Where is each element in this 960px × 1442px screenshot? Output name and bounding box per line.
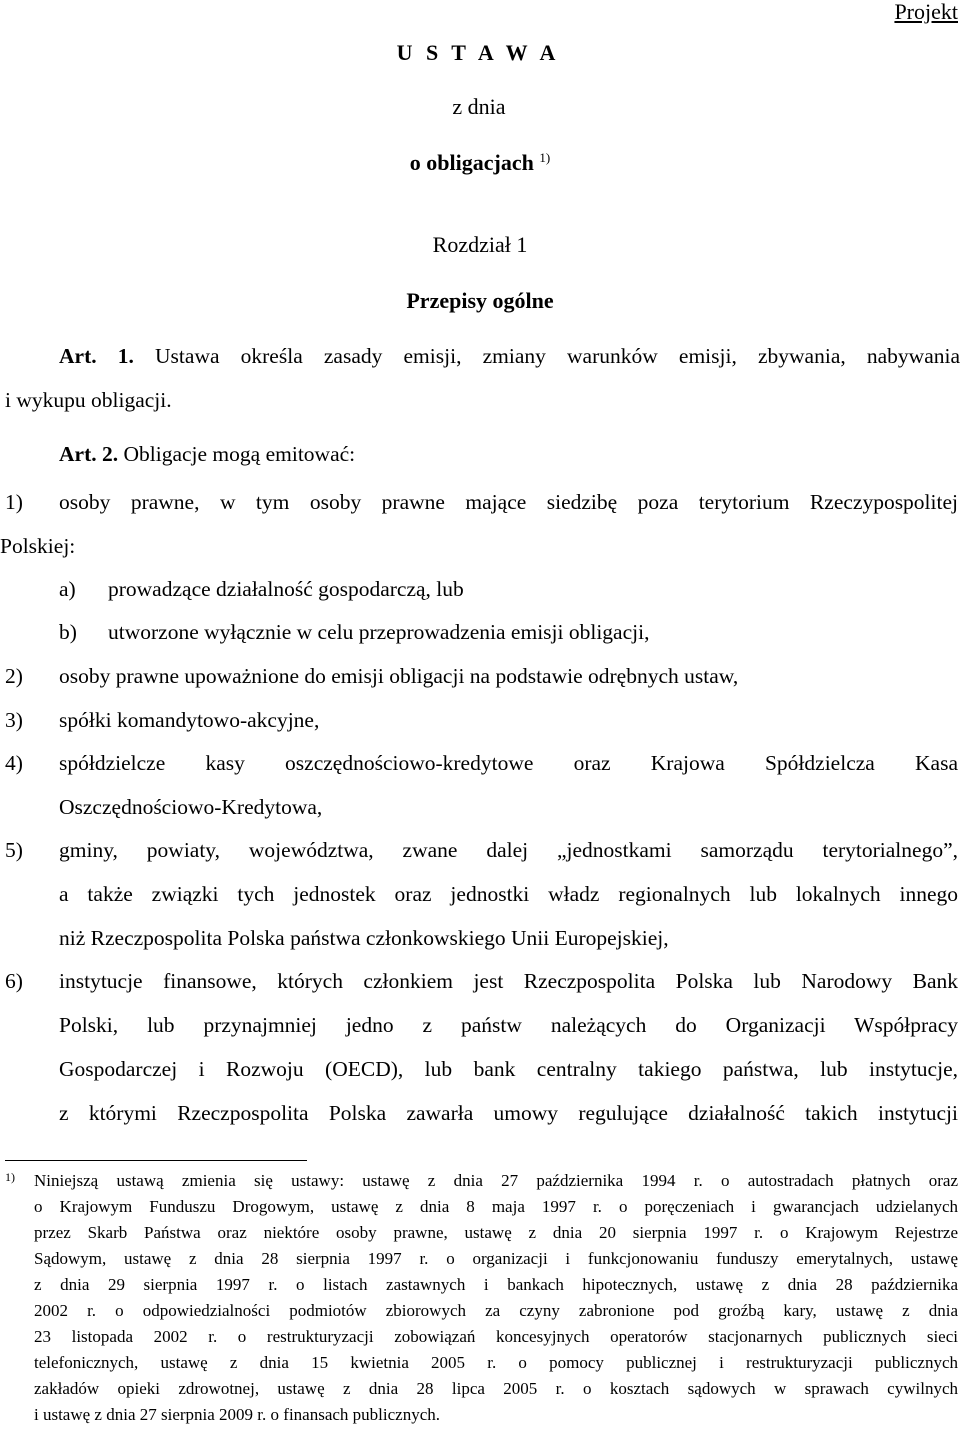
item-text [59, 828, 958, 960]
item-letter: a) [59, 577, 76, 601]
item-line: Polski, lub przynajmniej jedno z państw należących do Organizacji Współpracy [59, 1013, 958, 1037]
footnote-line: Sądowym, ustawę z dnia 28 sierpnia 1997 r. o organizacji i funkcjonowaniu funduszy emerytalnych, ustawę [34, 1249, 958, 1268]
list-item [0, 480, 960, 568]
article-1-line-1 [5, 334, 960, 378]
footnote-line: z dnia 29 sierpnia 1997 r. o listach zastawnych i bankach hipotecznych, ustawę z dnia 28 października [34, 1275, 958, 1294]
item-line: Oszczędnościowo-Kredytowa, [59, 795, 323, 819]
date-line: z dnia [452, 94, 506, 119]
item-number: 3) [5, 708, 23, 732]
item-line: spółdzielcze kasy oszczędnościowo-kredytowe oraz Krajowa Spółdzielcza Kasa [59, 751, 958, 775]
article-2-intro-text: Obligacje mogą emitować: [123, 442, 356, 466]
footnote-line: przez Skarb Państwa oraz niektóre osoby prawne, ustawę z dnia 20 sierpnia 1997 r. o Krajowym Rejestrze [34, 1223, 958, 1242]
article-1-line-2: i wykupu obligacji. [5, 388, 172, 412]
footnote-separator [5, 1160, 307, 1161]
footnote-line: i ustawę z dnia 27 sierpnia 2009 r. o finansach publicznych. [34, 1405, 440, 1424]
list-item [0, 828, 960, 960]
footnote-line: telefonicznych, ustawę z dnia 15 kwietnia 2005 r. o pomocy publicznej i restrukturyzacji publicznych [34, 1353, 958, 1372]
item-line: instytucje finansowe, których członkiem jest Rzeczpospolita Polska lub Narodowy Bank [59, 969, 958, 993]
footnote-line: Niniejszą ustawą zmienia się ustawy: ustawę z dnia 27 października 1994 r. o autostradach płatnych oraz [34, 1171, 958, 1190]
article-1-label: Art. 1. [59, 344, 134, 368]
item-number: 6) [5, 969, 23, 993]
article-1-text: Ustawa określa zasady emisji, zmiany warunków emisji, zbywania, nabywania [155, 344, 960, 368]
chapter-title: Przepisy ogólne [406, 288, 554, 313]
item-number: 1) [5, 490, 23, 514]
item-number: 5) [5, 838, 23, 862]
footnote-mark: 1) [5, 1170, 15, 1184]
item-number: 2) [5, 664, 23, 688]
item-line: gminy, powiaty, województwa, zwane dalej „jednostkami samorządu terytorialnego”, [59, 838, 958, 862]
item-line: osoby prawne, w tym osoby prawne mające siedzibę poza terytorium Rzeczypospolitej [59, 490, 958, 514]
item-line: z którymi Rzeczpospolita Polska zawarła umowy regulujące działalność takich instytucji [59, 1101, 958, 1125]
footnote-line: zakładów opieki zdrowotnej, ustawę z dnia 28 lipca 2005 r. o kosztach sądowych w sprawach cywilnych [34, 1379, 958, 1398]
article-2-label: Art. 2. [59, 442, 119, 466]
list-item [0, 610, 960, 654]
footnote-line: o Krajowym Funduszu Drogowym, ustawę z dnia 8 maja 1997 r. o poręczeniach i gwarancjach udzielanych [34, 1197, 958, 1216]
act-heading: U S T A W A [396, 40, 560, 65]
article-1 [5, 334, 960, 422]
item-line: a także związki tych jednostek oraz jednostki władz regionalnych lub lokalnych innego [59, 882, 958, 906]
item-letter: b) [59, 620, 77, 644]
item-number: 4) [5, 751, 23, 775]
item-line: spółki komandytowo-akcyjne, [59, 708, 320, 732]
list-item [0, 654, 960, 698]
list-item [0, 959, 960, 1135]
list-item [0, 741, 960, 829]
footnote-ref: 1) [539, 150, 551, 165]
item-text [59, 959, 958, 1135]
draft-label: Projekt [894, 0, 958, 24]
act-subject [0, 150, 960, 176]
list-item [0, 698, 960, 742]
item-line: Polskiej: [0, 534, 76, 558]
item-line: niż Rzeczpospolita Polska państwa członkowskiego Unii Europejskiej, [59, 926, 669, 950]
item-text [0, 480, 958, 568]
chapter-number: Rozdział 1 [432, 232, 528, 257]
footnote-line: 23 listopada 2002 r. o restrukturyzacji zobowiązań koncesyjnych operatorów stacjonarnych publicznych sieci [34, 1327, 958, 1346]
item-line: utworzone wyłącznie w celu przeprowadzenia emisji obligacji, [108, 620, 650, 644]
footnote-line: 2002 r. o odpowiedzialności podmiotów zbiorowych za czyny zabronione pod groźbą kary, ustawę z dnia [34, 1301, 958, 1320]
item-line: Gospodarczej i Rozwoju (OECD), lub bank centralny takiego państwa, lub instytucje, [59, 1057, 958, 1081]
item-line: prowadzące działalność gospodarczą, lub [108, 577, 464, 601]
item-line: osoby prawne upoważnione do emisji obligacji na podstawie odrębnych ustaw, [59, 664, 739, 688]
footnote-text [34, 1168, 958, 1428]
item-text [59, 741, 958, 829]
act-subject-text: o obligacjach [409, 150, 534, 175]
article-2-intro [59, 432, 355, 476]
list-item [0, 567, 960, 611]
